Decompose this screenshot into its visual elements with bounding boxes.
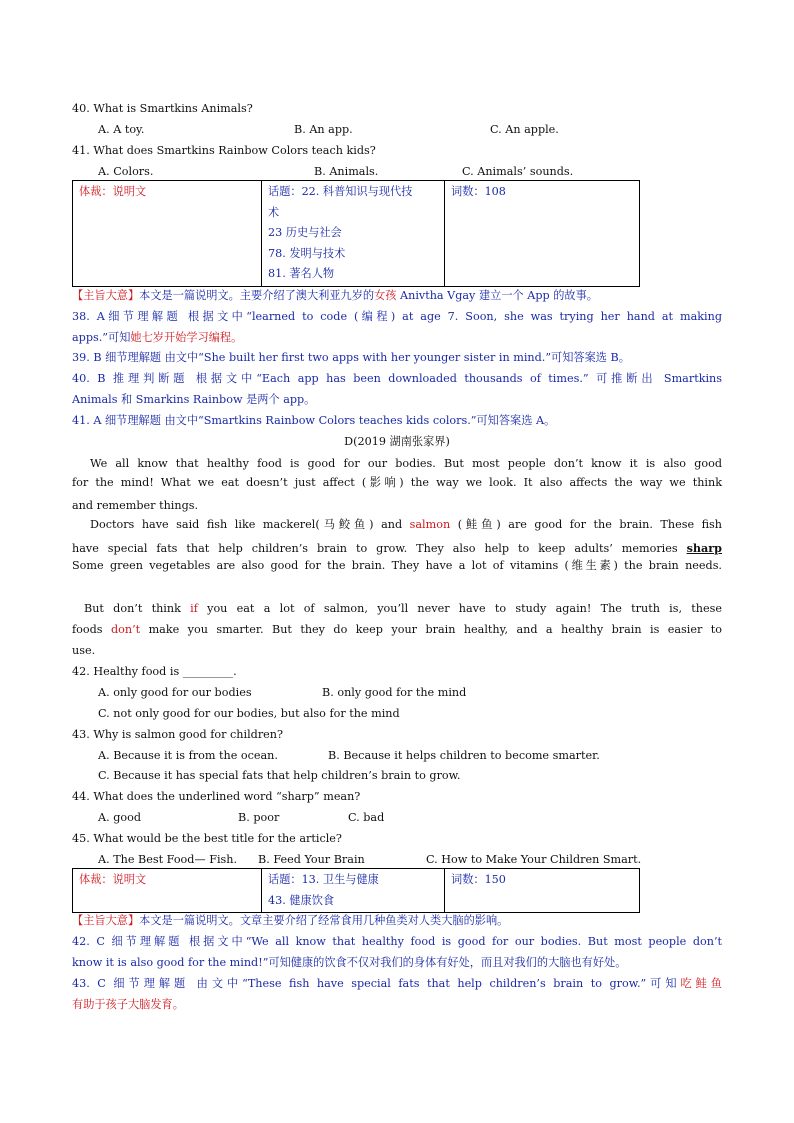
answer-43-line-2: 有助于孩子大脑发育。 <box>72 998 184 1011</box>
answer-40-line-2: Animals 和 Smarkins Rainbow 是两个 app。 <box>72 393 316 406</box>
question-40: 40. What is Smartkins Animals? <box>72 102 253 115</box>
topic-cell <box>262 869 445 913</box>
summary-2: 【主旨大意】本文是一篇说明文。文章主要介绍了经常食用几种鱼类对人类大脑的影响。 <box>72 914 509 927</box>
para-1-line-2: for the mind! What we eat doesn’t just affect (影响) the way we look. It also affects the way we think <box>72 476 722 489</box>
question-44: 44. What does the underlined word “sharp” mean? <box>72 790 361 803</box>
question-41: 41. What does Smartkins Rainbow Colors teach kids? <box>72 144 376 157</box>
topic-line: 话题：13. 卫生与健康 <box>268 873 379 886</box>
topic-line: 81. 著名人物 <box>268 267 335 280</box>
q42-option-b: B. only good for the mind <box>322 686 467 699</box>
para-2-line-1: Doctors have said fish like mackerel(马鲛鱼) and salmon (鲑鱼) are good for the brain. These fish <box>90 518 722 531</box>
q45-option-c: C. How to Make Your Children Smart. <box>426 853 642 866</box>
word-count-cell: 词数：108 <box>445 181 640 287</box>
summary-label: 【主旨大意】 <box>72 914 140 927</box>
answer-39: 39. B 细节理解题 由文中“She built her first two apps with her younger sister in mind.”可知答案选 B。 <box>72 351 630 364</box>
answer-43-line-1: 43. C 细节理解题 由文中“These fish have special fats that help children’s brain to grow.”可知吃鲑鱼 <box>72 977 722 990</box>
q42-option-c: C. not only good for our bodies, but also for the mind <box>98 707 400 720</box>
question-43: 43. Why is salmon good for children? <box>72 728 283 741</box>
q42-option-a: A. only good for our bodies <box>98 686 252 699</box>
summary-label: 【主旨大意】 <box>72 289 140 302</box>
para-2-line-3: Some green vegetables are also good for the brain. They have a lot of vitamins (维生素) the brain needs. <box>72 559 722 572</box>
para-3-line-3: use. <box>72 644 96 657</box>
q40-option-a: A. A toy. <box>98 123 145 136</box>
info-table-1 <box>72 180 640 287</box>
para-1-line-1: We all know that healthy food is good for our bodies. But most people don’t know it is also good <box>90 457 722 470</box>
q43-option-a: A. Because it is from the ocean. <box>98 749 278 762</box>
word-count-cell: 词数：150 <box>445 869 640 913</box>
topic-cell <box>262 181 445 287</box>
q43-option-b: B. Because it helps children to become smarter. <box>328 749 600 762</box>
q45-option-b: B. Feed Your Brain <box>258 853 365 866</box>
para-3-line-1: But don’t think if you eat a lot of salmon, you’ll never have to study again! The truth is, these <box>84 602 722 615</box>
q40-option-c: C. An apple. <box>490 123 559 136</box>
q40-option-b: B. An app. <box>294 123 353 136</box>
answer-40-line-1: 40. B 推理判断题 根据文中“Each app has been downloaded thousands of times.” 可推断出 Smartkins <box>72 372 722 385</box>
topic-line: 23 历史与社会 <box>268 226 342 239</box>
question-45: 45. What would be the best title for the article? <box>72 832 342 845</box>
para-1-line-3: and remember things. <box>72 499 199 512</box>
info-table-2 <box>72 868 640 913</box>
topic-line: 78. 发明与技术 <box>268 246 346 260</box>
answer-42-line-1: 42. C 细节理解题 根据文中“We all know that healthy food is good for our bodies. But most people don’t <box>72 935 722 948</box>
para-2-line-2: have special fats that help children’s brain to grow. They also help to keep adults’ memories sharp <box>72 541 722 555</box>
q41-option-a: A. Colors. <box>98 165 154 178</box>
q44-option-b: B. poor <box>238 811 280 824</box>
topic-line: 43. 健康饮食 <box>268 893 335 907</box>
q41-option-c: C. Animals’ sounds. <box>462 165 574 178</box>
underlined-word-sharp: sharp <box>686 541 722 555</box>
summary-1: 【主旨大意】本文是一篇说明文。主要介绍了澳大利亚九岁的女孩 Anivtha Vgay 建立一个 App 的故事。 <box>72 289 598 302</box>
q44-option-a: A. good <box>98 811 141 824</box>
topic-line: 术 <box>268 205 280 219</box>
q41-option-b: B. Animals. <box>314 165 379 178</box>
para-3-line-2: foods don’t make you smarter. But they do keep your brain healthy, and a healthy brain is easier to <box>72 623 723 636</box>
q44-option-c: C. bad <box>348 811 385 824</box>
question-42: 42. Healthy food is _________. <box>72 665 237 678</box>
genre-cell: 体裁：说明文 <box>73 869 262 913</box>
q45-option-a: A. The Best Food— Fish. <box>98 853 238 866</box>
section-d-title: D(2019 湖南张家界) <box>344 435 450 448</box>
answer-41: 41. A 细节理解题 由文中“Smartkins Rainbow Colors teaches kids colors.”可知答案选 A。 <box>72 414 556 427</box>
answer-42-line-2: know it is also good for the mind!”可知健康的饮食不仅对我们的身体有好处，而且对我们的大脑也有好处。 <box>72 956 627 969</box>
q43-option-c: C. Because it has special fats that help children’s brain to grow. <box>98 769 461 782</box>
answer-38-line-1: 38. A细节理解题 根据文中“learned to code (编程) at age 7. Soon, she was trying her hand at making <box>72 310 722 323</box>
topic-line: 话题：22. 科普知识与现代技 <box>268 185 413 198</box>
genre-cell: 体裁：说明文 <box>73 181 262 287</box>
answer-38-line-2: apps.”可知她七岁开始学习编程。 <box>72 331 243 344</box>
